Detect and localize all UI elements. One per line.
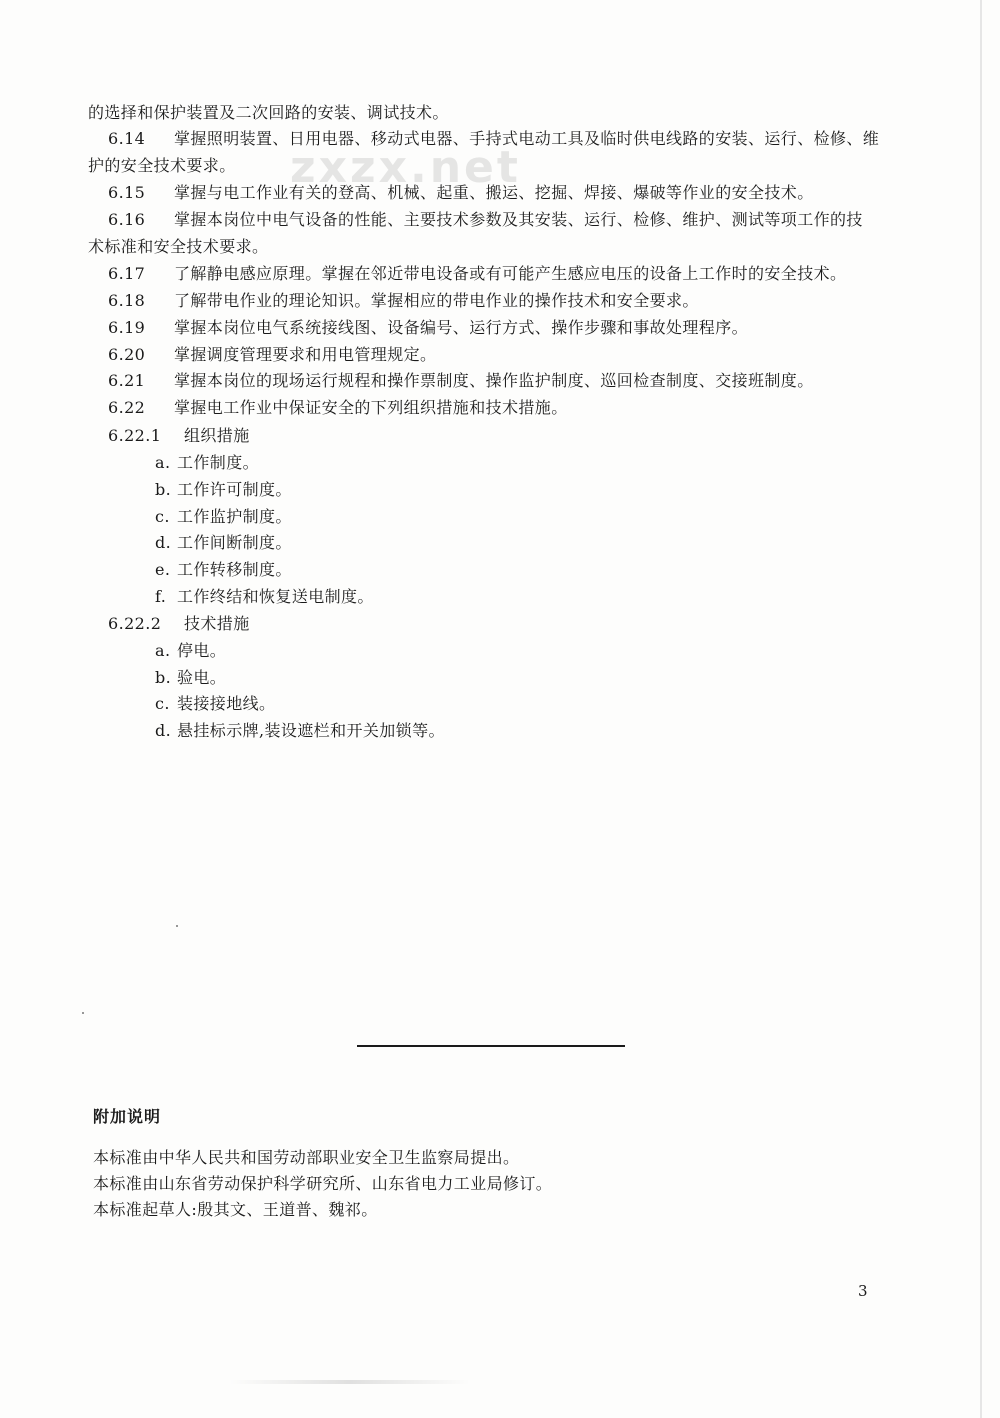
line-text: 掌握本岗位的现场运行规程和操作票制度、操作监护制度、巡回检查制度、交接班制度。 [174,371,814,390]
item-letter: d. [155,533,172,552]
section-number: 6.17 [108,264,146,283]
list-item [155,453,259,473]
item-text: 工作转移制度。 [177,560,292,579]
item-text: 停电。 [177,641,227,660]
list-item [155,668,226,688]
line-text: 掌握电工作业中保证安全的下列组织措施和技术措施。 [174,398,568,417]
item-letter: a. [155,641,171,660]
section-number: 6.22 [108,398,146,417]
page-number: 3 [858,1282,868,1300]
section-number: 6.14 [108,129,146,148]
list-item [155,641,226,661]
line-text: 掌握本岗位中电气设备的性能、主要技术参数及其安装、运行、检修、维护、测试等项工作的技 [174,210,863,229]
page-edge [980,0,982,1418]
list-item [155,533,292,553]
item-letter: b. [155,668,172,687]
subsection-heading [108,614,250,634]
section-number: 6.19 [108,318,146,337]
item-letter: a. [155,453,171,472]
section-line [108,264,846,284]
item-letter: c. [155,694,170,713]
body-line [88,237,268,257]
item-letter: c. [155,507,170,526]
subsection-heading [108,426,250,446]
line-text: 掌握与电工作业有关的登高、机械、起重、搬运、挖掘、焊接、爆破等作业的安全技术。 [174,183,814,202]
line-text: 的选择和保护装置及二次回路的安装、调试技术。 [88,103,449,122]
item-letter: b. [155,480,172,499]
body-line [88,103,449,123]
line-text: 掌握本岗位电气系统接线图、设备编号、运行方式、操作步骤和事故处理程序。 [174,318,749,337]
line-text: 掌握调度管理要求和用电管理规定。 [174,345,437,364]
subsection-title: 技术措施 [184,614,250,633]
item-text: 验电。 [177,668,227,687]
list-item [155,721,445,741]
line-text: 了解静电感应原理。掌握在邻近带电设备或有可能产生感应电压的设备上工作时的安全技术。 [174,264,847,283]
item-letter: f. [155,587,167,606]
subsection-number: 6.22.2 [108,614,162,633]
section-line [108,345,436,365]
line-text: 了解带电作业的理论知识。掌握相应的带电作业的操作技术和安全要求。 [174,291,699,310]
appendix-line: 本标准起草人:殷其文、王道普、魏祁。 [93,1200,378,1219]
section-number: 6.15 [108,183,146,202]
item-text: 工作监护制度。 [177,507,292,526]
list-item [155,587,374,607]
item-text: 悬挂标示牌,装设遮栏和开关加锁等。 [177,721,445,740]
item-text: 工作终结和恢复送电制度。 [177,587,374,606]
list-item [155,694,275,714]
section-line [108,210,863,230]
line-text: 掌握照明装置、日用电器、移动式电器、手持式电动工具及临时供电线路的安装、运行、检修、维 [174,129,880,148]
appendix-line: 本标准由山东省劳动保护科学研究所、山东省电力工业局修订。 [93,1174,553,1193]
section-number: 6.16 [108,210,146,229]
scan-speck [176,925,178,927]
item-text: 工作许可制度。 [177,480,292,499]
item-text: 工作间断制度。 [177,533,292,552]
list-item [155,507,292,527]
watermark: zxzx.net [290,142,521,193]
appendix-title: 附加说明 [93,1107,162,1126]
line-text: 护的安全技术要求。 [88,156,236,175]
line-text: 术标准和安全技术要求。 [88,237,269,256]
item-letter: e. [155,560,171,579]
section-number: 6.20 [108,345,146,364]
appendix-line: 本标准由中华人民共和国劳动部职业安全卫生监察局提出。 [93,1148,520,1167]
subsection-title: 组织措施 [184,426,250,445]
section-divider [357,1045,625,1047]
section-line [108,291,699,311]
scan-speck [82,1012,84,1014]
list-item [155,480,292,500]
item-letter: d. [155,721,172,740]
section-line [108,129,879,149]
subsection-number: 6.22.1 [108,426,162,445]
section-line [108,318,748,338]
item-text: 工作制度。 [177,453,260,472]
section-line [108,183,814,203]
scan-smudge [230,1380,470,1384]
body-line [88,156,236,176]
section-number: 6.18 [108,291,146,310]
section-line [108,371,814,391]
section-number: 6.21 [108,371,146,390]
section-line [108,398,568,418]
list-item [155,560,292,580]
item-text: 装接接地线。 [177,694,276,713]
